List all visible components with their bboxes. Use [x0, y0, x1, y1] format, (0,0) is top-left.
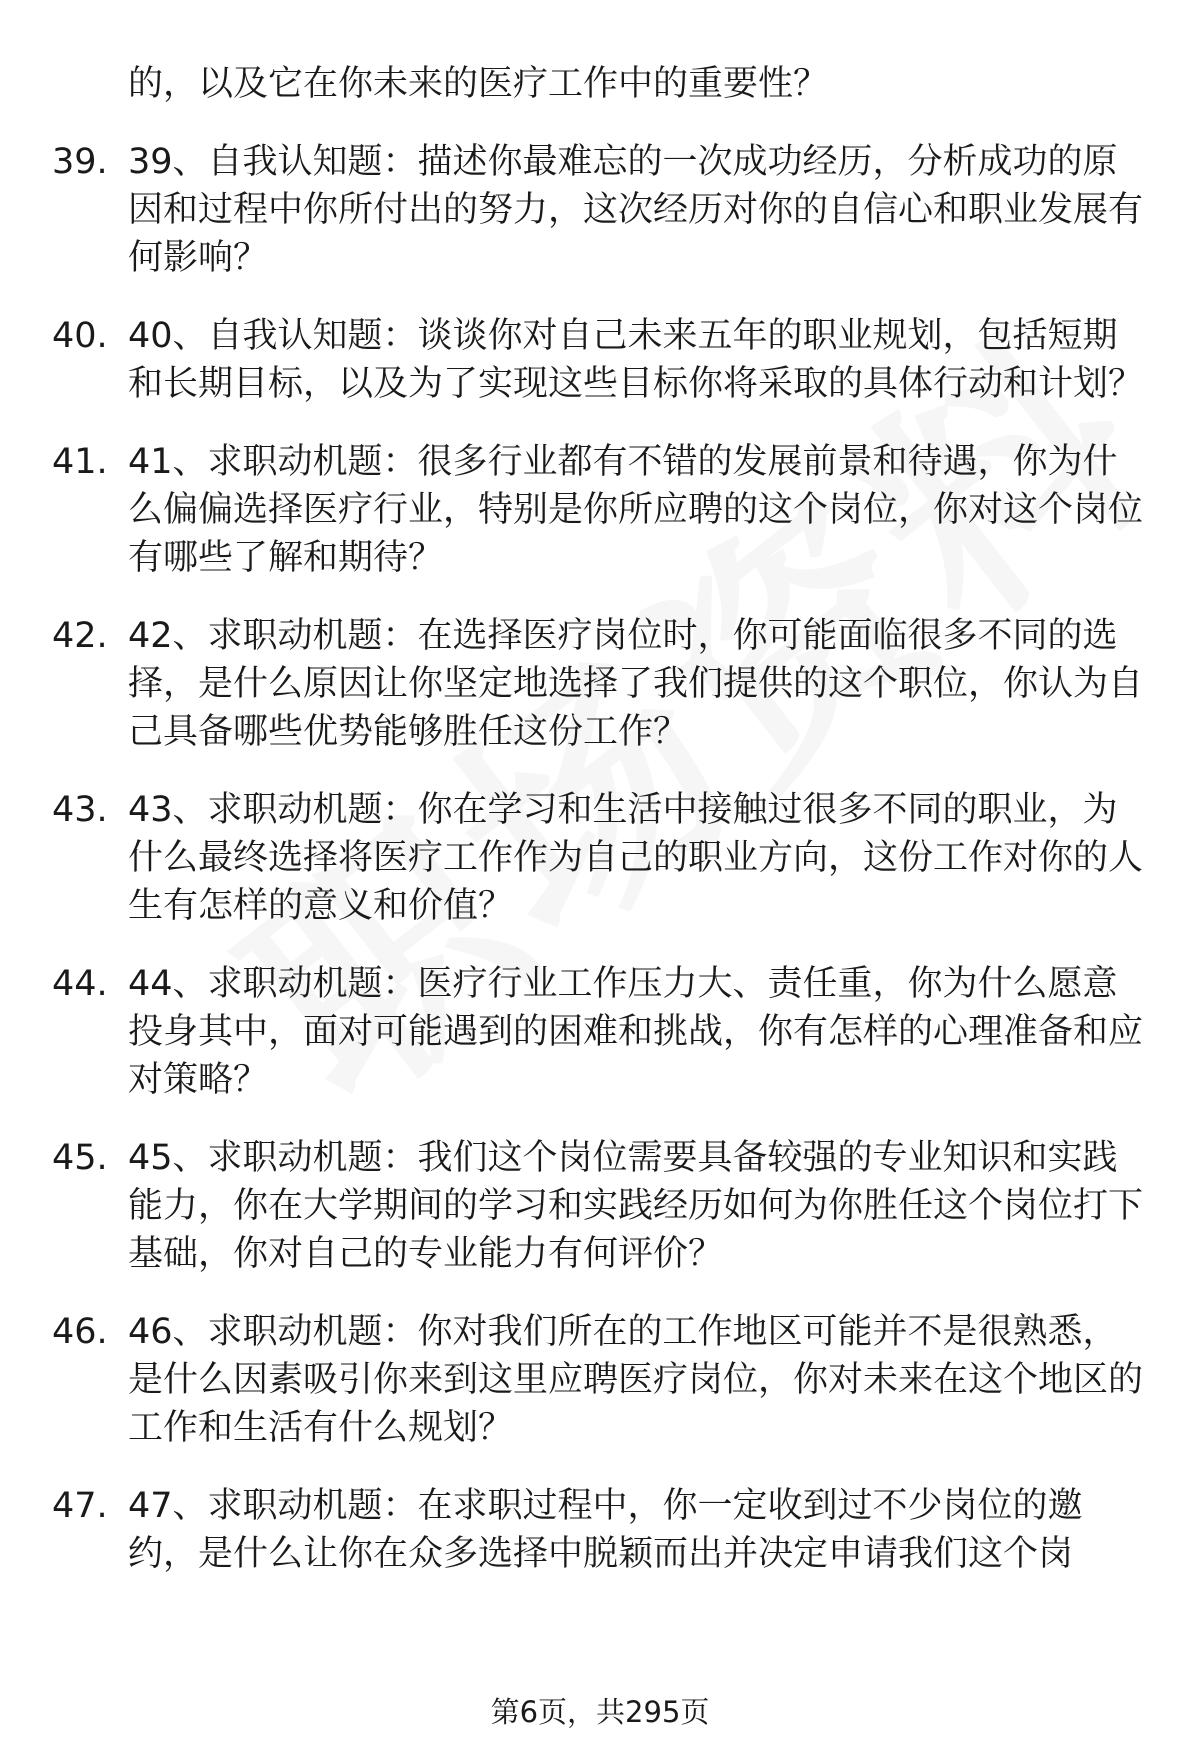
- list-item: [0, 1482, 1148, 1578]
- list-item-text: 41、求职动机题：很多行业都有不错的发展前景和待遇，你为什么偏偏选择医疗行业，特别是你所应聘的这个岗位，你对这个岗位有哪些了解和期待？: [128, 442, 1144, 578]
- list-item: [0, 960, 1148, 1104]
- page-footer: 第6页，共295页: [490, 1695, 710, 1729]
- list-number: 45.: [52, 1138, 108, 1178]
- list-item-text: 40、自我认知题：谈谈你对自己未来五年的职业规划，包括短期和长期目标，以及为了实现这些目标你将采取的具体行动和计划？: [128, 316, 1144, 404]
- list-item-text: 47、求职动机题：在求职过程中，你一定收到过不少岗位的邀约，是什么让你在众多选择中脱颖而出并决定申请我们这个岗: [128, 1486, 1083, 1574]
- list-number: 44.: [52, 964, 108, 1004]
- list-item-text: 45、求职动机题：我们这个岗位需要具备较强的专业知识和实践能力，你在大学期间的学习和实践经历如何为你胜任这个岗位打下基础，你对自己的专业能力有何评价？: [128, 1138, 1144, 1274]
- list-item-text: 42、求职动机题：在选择医疗岗位时，你可能面临很多不同的选择，是什么原因让你坚定地选择了我们提供的这个职位，你认为自己具备哪些优势能够胜任这份工作？: [128, 616, 1144, 752]
- list-item-text: 44、求职动机题：医疗行业工作压力大、责任重，你为什么愿意投身其中，面对可能遇到的困难和挑战，你有怎样的心理准备和应对策略？: [128, 964, 1144, 1100]
- list-item: [0, 138, 1148, 282]
- list-number: 47.: [52, 1486, 108, 1526]
- list-item: [0, 312, 1148, 408]
- list-item-text: 39、自我认知题：描述你最难忘的一次成功经历，分析成功的原因和过程中你所付出的努力，这次经历对你的自信心和职业发展有何影响？: [128, 142, 1144, 278]
- list-number: 43.: [52, 790, 108, 830]
- list-item: [0, 1134, 1148, 1278]
- list-number: 41.: [52, 442, 108, 482]
- list-item: [0, 786, 1148, 930]
- list-number: 46.: [52, 1312, 108, 1352]
- continued-text: 的，以及它在你未来的医疗工作中的重要性？: [128, 64, 829, 104]
- list-number: 39.: [52, 142, 108, 182]
- list-number: 42.: [52, 616, 108, 656]
- list-item-text: 43、求职动机题：你在学习和生活中接触过很多不同的职业，为什么最终选择将医疗工作作为自己的职业方向，这份工作对你的人生有怎样的意义和价值？: [128, 790, 1144, 926]
- list-item: [0, 612, 1148, 756]
- list-item-text: 46、求职动机题：你对我们所在的工作地区可能并不是很熟悉，是什么因素吸引你来到这里应聘医疗岗位，你对未来在这个地区的工作和生活有什么规划？: [128, 1312, 1144, 1448]
- list-item: [0, 438, 1148, 582]
- list-number: 40.: [52, 316, 108, 356]
- list-item: [0, 1308, 1148, 1452]
- question-list: [0, 60, 1200, 1608]
